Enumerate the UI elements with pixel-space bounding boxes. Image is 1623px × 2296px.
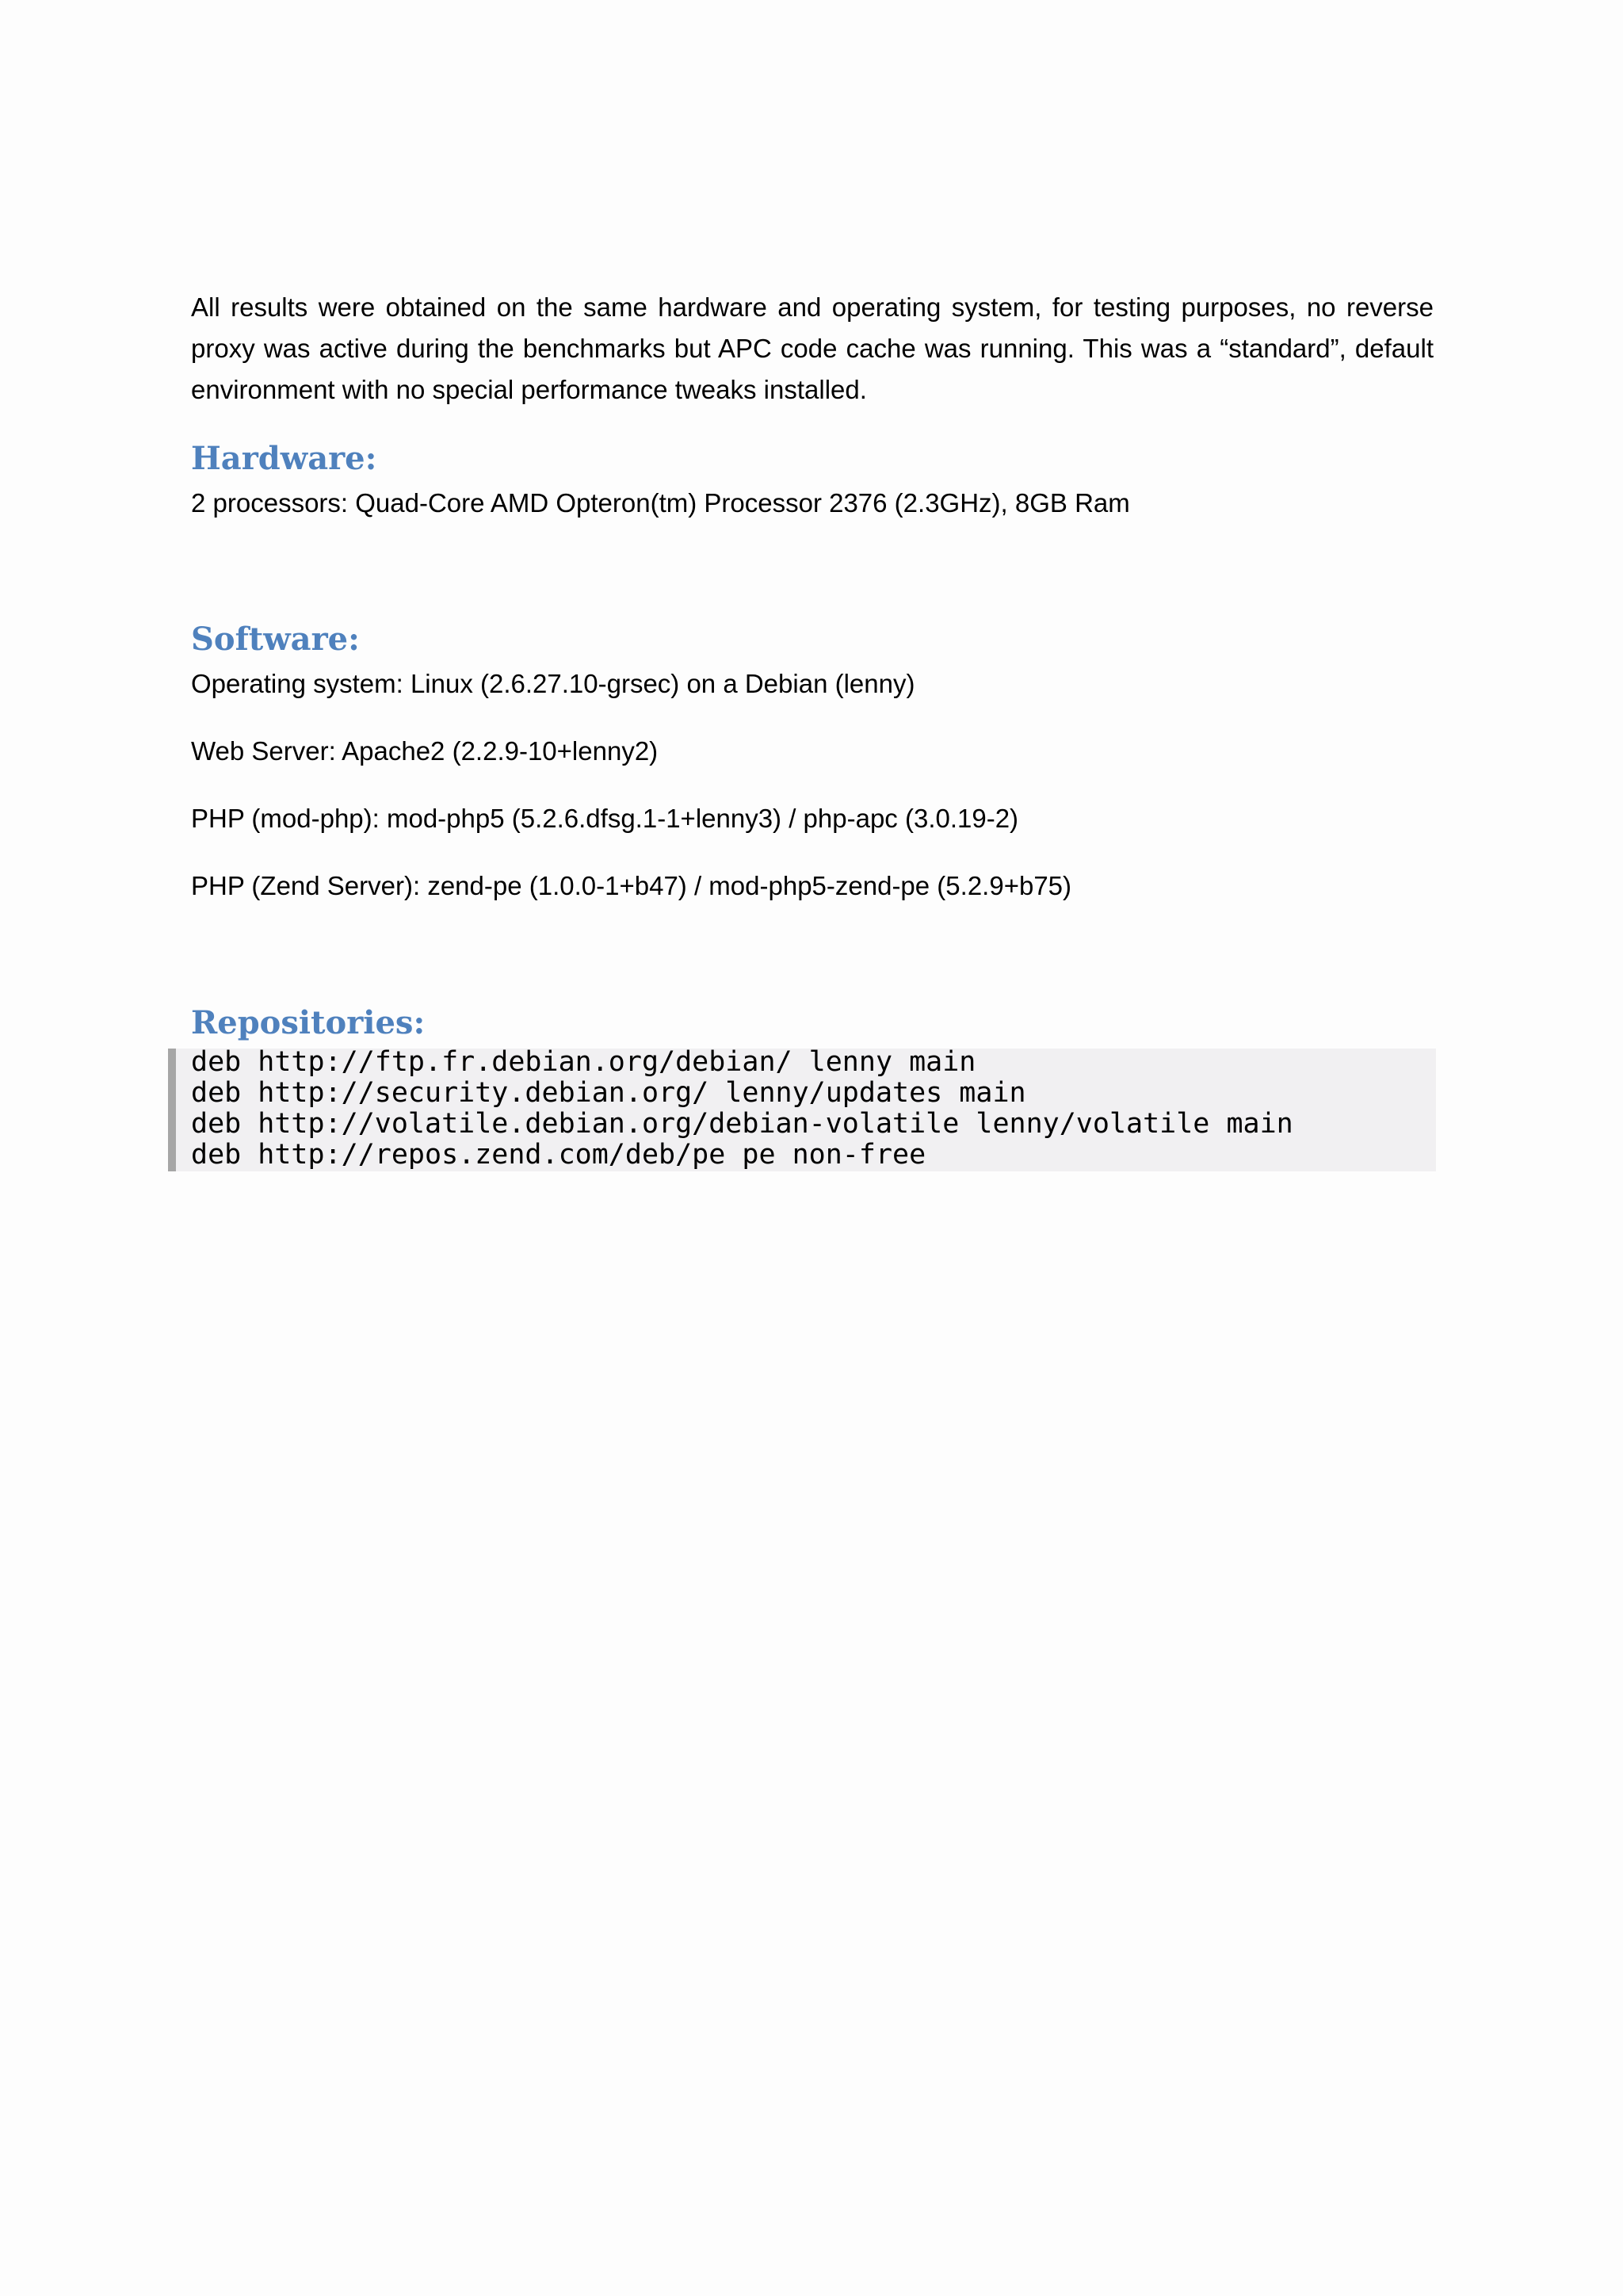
software-heading: Software: — [191, 621, 360, 658]
repo-line-security: deb http://security.debian.org/ lenny/updates main — [191, 1077, 1026, 1109]
software-zendserver-line: PHP (Zend Server): zend-pe (1.0.0-1+b47) / mod-php5-zend-pe (5.2.9+b75) — [191, 871, 1072, 900]
hardware-line: 2 processors: Quad-Core AMD Opteron(tm) Processor 2376 (2.3GHz), 8GB Ram — [191, 488, 1130, 518]
hardware-heading: Hardware: — [191, 440, 377, 477]
repo-line-zend: deb http://repos.zend.com/deb/pe pe non-free — [191, 1139, 926, 1171]
intro-paragraph: All results were obtained on the same hardware and operating system, for testing purposes, no reverse proxy was active during the benchmarks but APC code cache was running. This was a “standard”, default environment with no special performance tweaks installed. — [191, 292, 1434, 404]
software-webserver-line: Web Server: Apache2 (2.2.9-10+lenny2) — [191, 736, 659, 766]
software-modphp-line: PHP (mod-php): mod-php5 (5.2.6.dfsg.1-1+lenny3) / php-apc (3.0.19-2) — [191, 804, 1019, 833]
repositories-heading: Repositories: — [191, 1004, 426, 1041]
software-os-line: Operating system: Linux (2.6.27.10-grsec) on a Debian (lenny) — [191, 669, 915, 698]
repo-line-volatile: deb http://volatile.debian.org/debian-volatile lenny/volatile main — [191, 1108, 1293, 1140]
repo-line-ftp: deb http://ftp.fr.debian.org/debian/ lenny main — [191, 1046, 976, 1078]
